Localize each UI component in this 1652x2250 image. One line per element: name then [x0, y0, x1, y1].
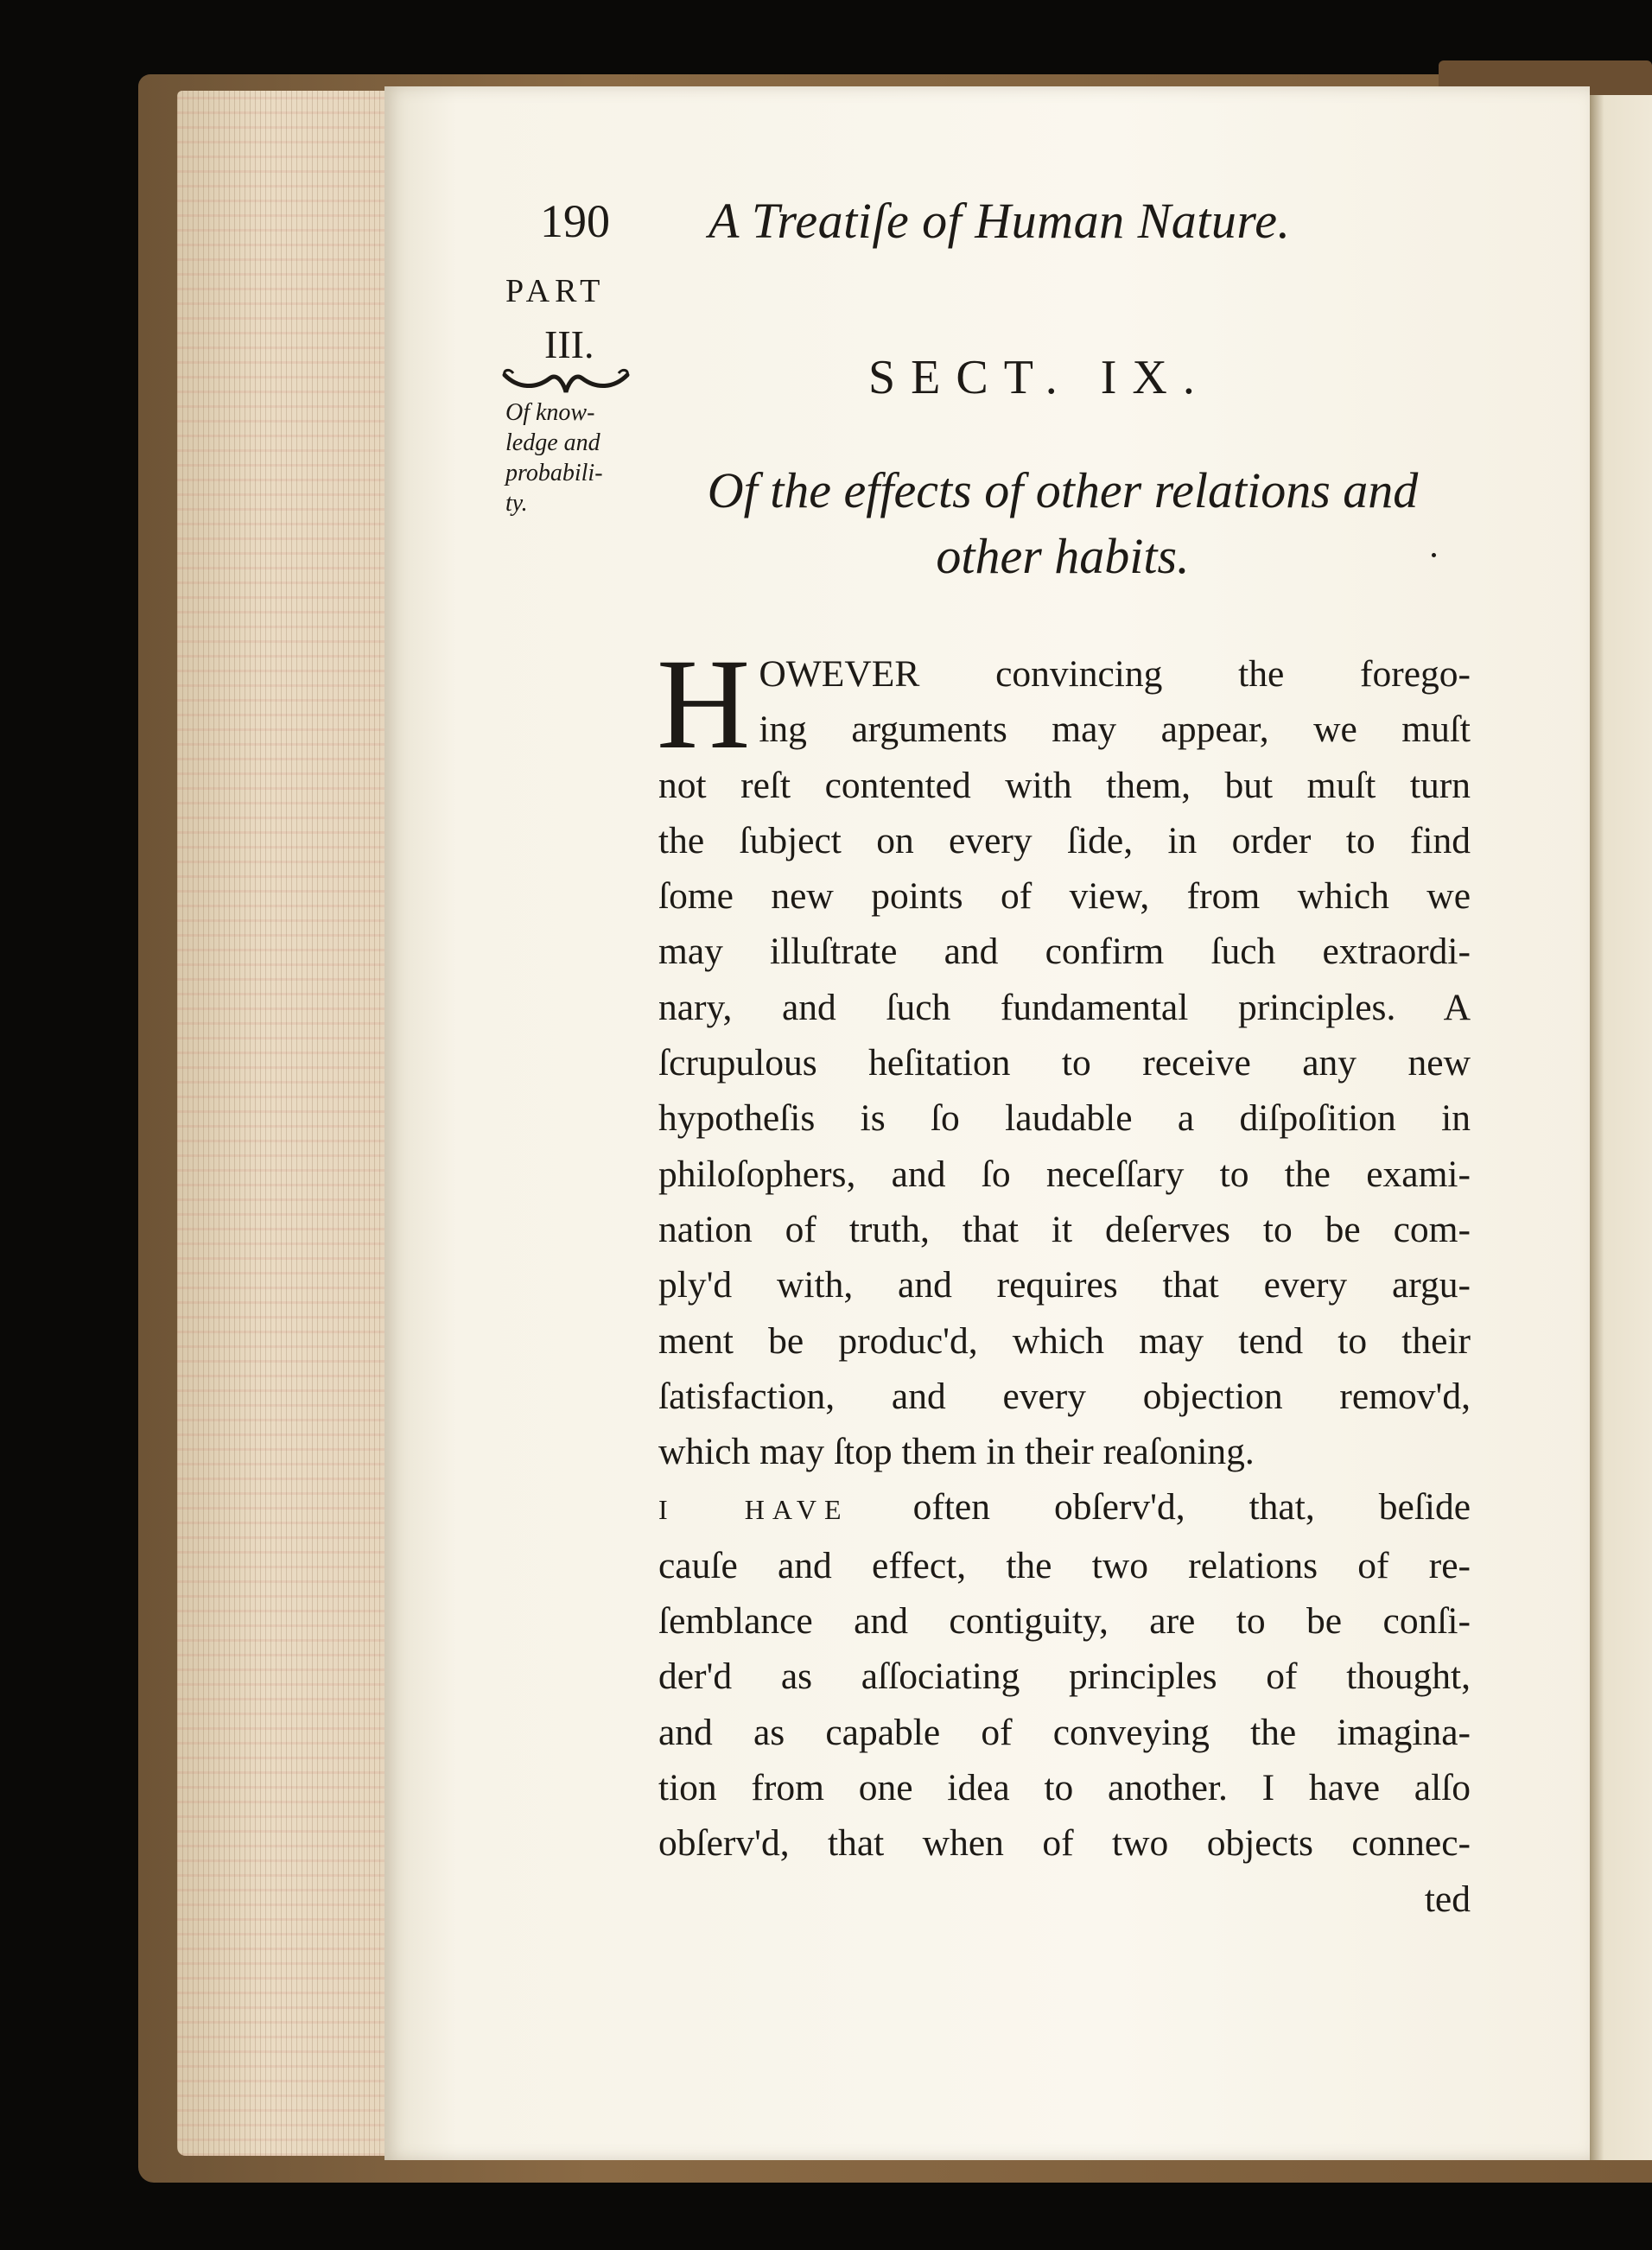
text-line: which may ſtop them in their reaſoning.	[658, 1431, 1255, 1473]
body-text	[657, 632, 1471, 1927]
text-line: tion from one idea to another. I have alſo	[658, 1766, 1471, 1808]
text-line: OWEVER convincing the forego-	[759, 653, 1471, 695]
text-line: ſatisfaction, and every objection remov'd,	[658, 1375, 1471, 1417]
section-title-line: Of the effects of other relations and	[707, 462, 1419, 518]
text-line: cauſe and effect, the two relations of re-	[658, 1544, 1471, 1586]
section-title	[652, 458, 1473, 589]
side-note-line: Of know-	[505, 399, 595, 426]
text-line: der'd as aſſociating principles of thought,	[658, 1656, 1471, 1698]
section-title-line: other habits.	[936, 528, 1190, 584]
margin-side-note	[505, 397, 644, 518]
side-note-line: ledge and	[505, 429, 600, 456]
text-line: not reſt contented with them, but muſt turn	[658, 764, 1471, 806]
text-line: ment be produc'd, which may tend to their	[658, 1319, 1471, 1362]
ornament-swash-icon	[501, 363, 631, 397]
text-line-rest: often obſerv'd, that, beſide	[912, 1486, 1471, 1529]
text-line: ply'd with, and requires that every argu-	[658, 1264, 1471, 1306]
facing-page-edge	[1588, 95, 1652, 2160]
side-note-line: ty.	[505, 490, 528, 517]
side-note-line: probabili-	[505, 460, 603, 486]
ink-speck	[1432, 553, 1436, 557]
margin-part-number: III.	[544, 322, 594, 366]
text-line	[658, 1479, 1471, 1537]
page-number: 190	[540, 195, 610, 247]
text-line: hypotheſis is ſo laudable a diſpoſition in	[658, 1097, 1471, 1140]
text-line: and as capable of conveying the imagina-	[658, 1711, 1471, 1753]
text-line: nation of truth, that it deſerves to be com-	[658, 1208, 1471, 1250]
text-line: the ſubject on every ſide, in order to find	[658, 819, 1471, 861]
running-head-title: A Treatiſe of Human Nature.	[708, 193, 1291, 249]
section-heading: SECT. IX.	[868, 351, 1210, 404]
catchword: ted	[1424, 1878, 1471, 1920]
text-line: obſerv'd, that when of two objects connec-	[658, 1822, 1471, 1865]
text-line: nary, and ſuch fundamental principles. A	[658, 986, 1471, 1028]
text-line: ſemblance and contiguity, are to be conſi-	[658, 1600, 1471, 1643]
drop-cap: H	[657, 632, 751, 776]
paragraph-lead-in: I HAVE	[658, 1494, 849, 1526]
text-line: philoſophers, and ſo neceſſary to the exami-	[658, 1153, 1471, 1195]
margin-part-label: PART	[505, 273, 606, 309]
text-line: ſome new points of view, from which we	[658, 875, 1471, 918]
text-line: ing arguments may appear, we muſt	[759, 709, 1471, 751]
text-line: may illuſtrate and confirm ſuch extraordi-	[658, 931, 1471, 973]
text-line: ſcrupulous heſitation to receive any new	[658, 1042, 1471, 1084]
page-edges	[177, 91, 397, 2156]
